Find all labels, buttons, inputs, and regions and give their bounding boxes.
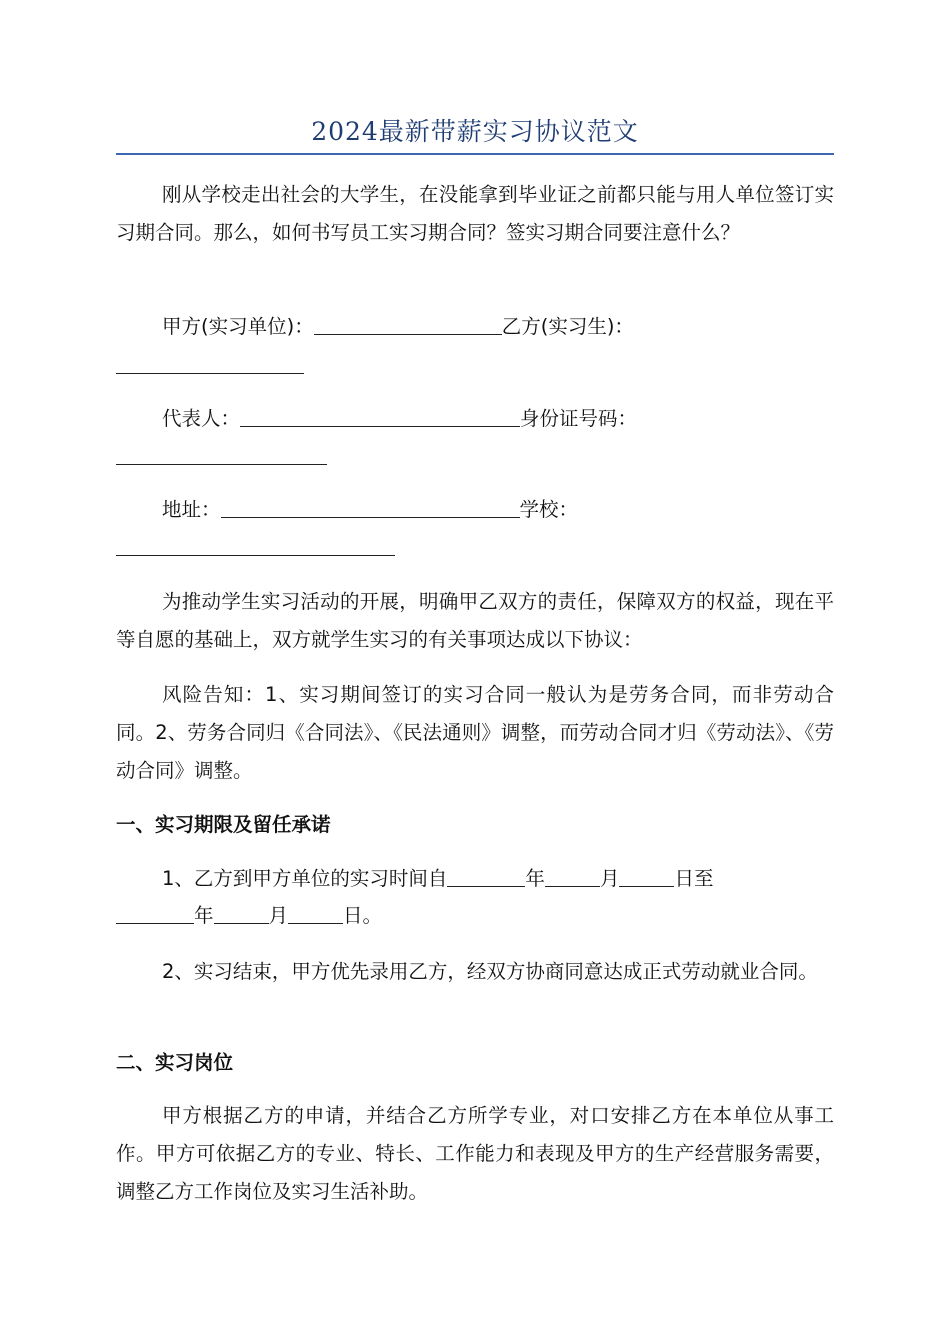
school-label: 学校： (519, 498, 579, 521)
day-to-label: 日至 (674, 867, 714, 890)
end-year-blank[interactable] (116, 901, 194, 924)
party-a-blank[interactable] (314, 312, 502, 335)
party-line (162, 308, 634, 346)
year-label: 年 (525, 867, 545, 890)
section-2-body: 甲方根据乙方的申请，并结合乙方所学专业，对口安排乙方在本单位从事工作。甲方可依据乙方的专业、特长、工作能力和表现及甲方的生产经营服务需要，调整乙方工作岗位及实习生活补助。 (116, 1104, 834, 1203)
month-label: 月 (599, 867, 620, 890)
start-day-blank[interactable] (619, 864, 674, 887)
party-b-label: 乙方(实习生)： (501, 315, 634, 338)
party-b-blank[interactable] (116, 373, 304, 374)
id-number-blank[interactable] (116, 464, 327, 465)
purpose-paragraph: 为推动学生实习活动的开展，明确甲乙双方的责任，保障双方的权益，现在平等自愿的基础上，双方就学生实习的有关事项达成以下协议： (116, 590, 834, 651)
id-number-label: 身份证号码： (520, 407, 638, 430)
period-line-2 (116, 897, 382, 935)
end-day-label: 日。 (343, 904, 383, 927)
title-underline (116, 153, 834, 155)
end-month-blank[interactable] (214, 901, 269, 924)
representative-blank[interactable] (240, 404, 520, 427)
section-2-heading: 二、实习岗位 (116, 1051, 234, 1074)
period-line-1 (162, 860, 713, 898)
document-title: 2024最新带薪实习协议范文 (311, 117, 639, 146)
start-year-blank[interactable] (447, 864, 525, 887)
period-prefix: 1、乙方到甲方单位的实习时间自 (162, 867, 448, 890)
address-line (162, 491, 578, 529)
party-a-label: 甲方(实习单位)： (162, 315, 314, 338)
school-blank[interactable] (116, 555, 395, 556)
end-year-label: 年 (194, 904, 214, 927)
section-1-heading: 一、实习期限及留任承诺 (116, 813, 331, 836)
start-month-blank[interactable] (545, 864, 600, 887)
address-label: 地址： (162, 498, 221, 521)
section-1-item-2: 2、实习结束，甲方优先录用乙方，经双方协商同意达成正式劳动就业合同。 (162, 960, 818, 983)
end-month-label: 月 (268, 904, 289, 927)
representative-line (162, 400, 637, 438)
end-day-blank[interactable] (288, 901, 343, 924)
risk-notice-paragraph: 风险告知：1、实习期间签订的实习合同一般认为是劳务合同，而非劳动合同。2、劳务合同归《合同法》、《民法通则》调整，而劳动合同才归《劳动法》、《劳动合同》调整。 (116, 683, 834, 782)
intro-paragraph: 刚从学校走出社会的大学生，在没能拿到毕业证之前都只能与用人单位签订实习期合同。那么，如何书写员工实习期合同？签实习期合同要注意什么？ (116, 183, 834, 244)
representative-label: 代表人： (162, 407, 241, 430)
address-blank[interactable] (221, 495, 520, 518)
